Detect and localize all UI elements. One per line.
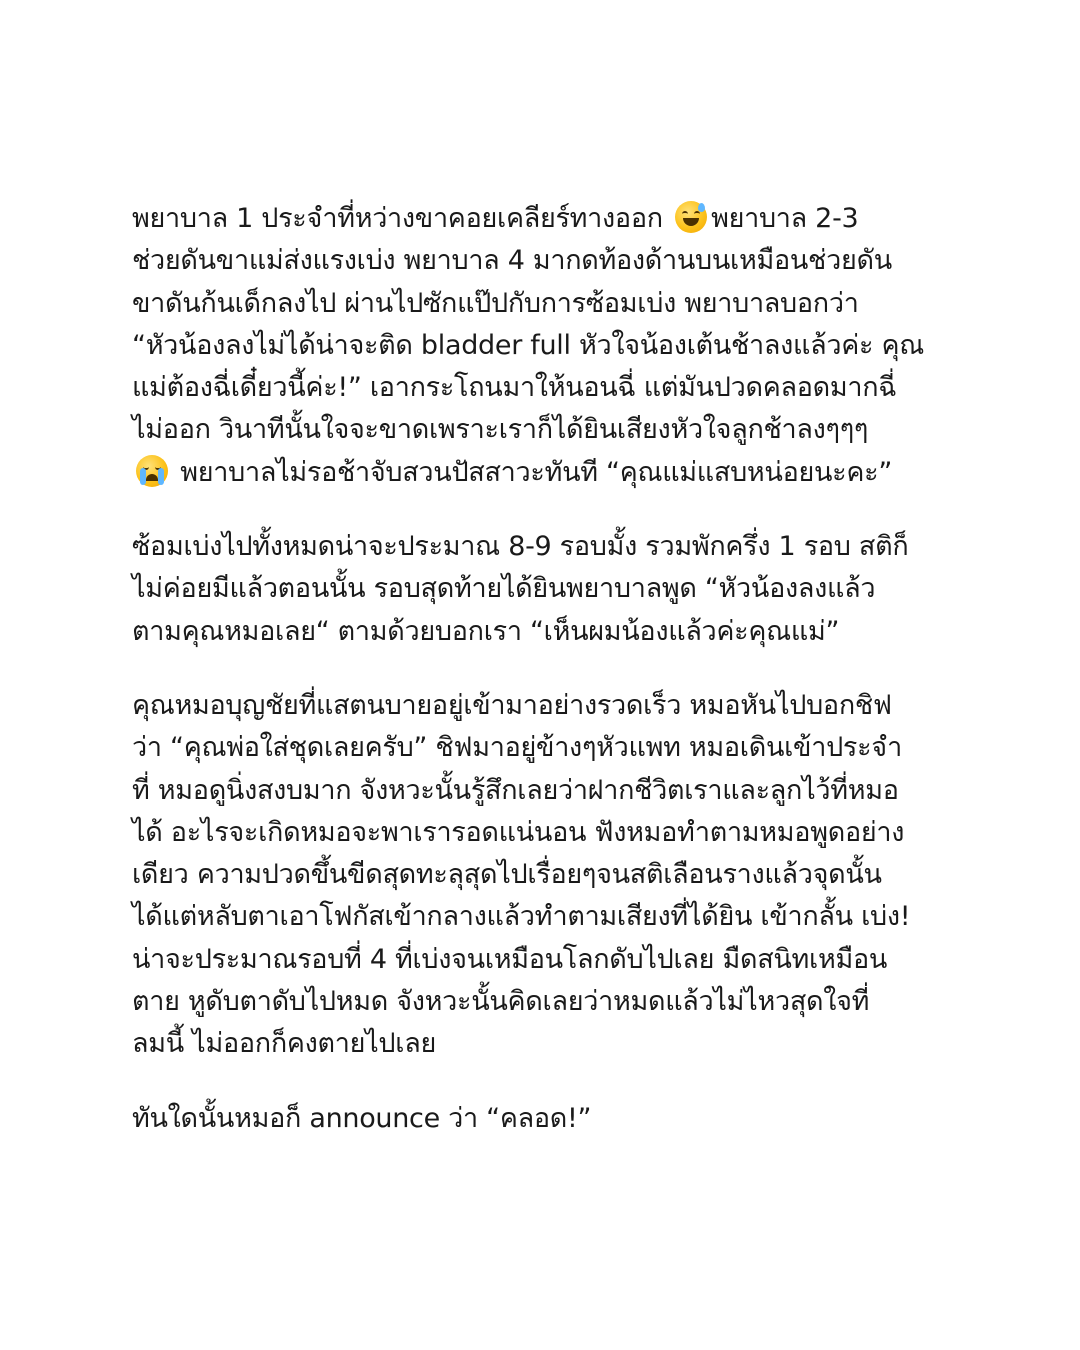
text-line: คุณหมอบุญชัยที่แสตนบายอยู่เข้ามาอย่างรวดเร็ว หมอหันไปบอกชิฟ (132, 689, 892, 721)
text-line: ที่ หมอดูนิ่งสงบมาก จังหวะนั้นรู้สึกเลยว่าฝากชีวิตเราและลูกไว้ที่หมอ (132, 774, 899, 806)
text-line: แม่ต้องฉี่เดี๋ยวนี้ค่ะ!” เอากระโถนมาให้นอนฉี่ แต่มันปวดคลอดมากฉี่ (132, 372, 897, 404)
text-line: ไม่ค่อยมีแล้วตอนนั้น รอบสุดท้ายได้ยินพยาบาลพูด “หัวน้องลงแล้ว (132, 573, 876, 605)
paragraph-3 (132, 685, 962, 1066)
text-line: ขาดันก้นเด็กลงไป ผ่านไปซักแป๊ปกับการซ้อมเบ่ง พยาบาลบอกว่า (132, 287, 859, 319)
paragraph-2 (132, 526, 962, 653)
text-line (132, 452, 962, 494)
text-line: “หัวน้องลงไม่ได้น่าจะติด bladder full หัวใจน้องเต้นช้าลงแล้วค่ะ คุณ (132, 329, 924, 361)
grinning-face-with-sweat-icon (675, 201, 707, 233)
text-line: ซ้อมเบ่งไปทั้งหมดน่าจะประมาณ 8-9 รอบมั้ง รวมพักครึ่ง 1 รอบ สติก็ (132, 531, 909, 563)
story-text (132, 198, 962, 1172)
paragraph-4 (132, 1098, 962, 1140)
text-line: ได้ อะไรจะเกิดหมอจะพาเรารอดแน่นอน ฟังหมอทำตามหมอพูดอย่าง (132, 816, 905, 848)
text-line: น่าจะประมาณรอบที่ 4 ที่เบ่งจนเหมือนโลกดับไปเลย มืดสนิทเหมือน (132, 943, 888, 975)
text-line: ว่า “คุณพ่อใส่ชุดเลยครับ” ชิฟมาอยู่ข้างๆหัวแพท หมอเดินเข้าประจำ (132, 732, 902, 764)
paragraph-1 (132, 198, 962, 494)
text-line: ทันใดนั้นหมอก็ announce ว่า “คลอด!” (132, 1102, 592, 1134)
text-line: ได้แต่หลับตาเอาโฟกัสเข้ากลางแล้วทำตามเสียงที่ได้ยิน เข้ากลั้น เบ่ง! (132, 901, 911, 933)
text-line: ช่วยดันขาแม่ส่งแรงเบ่ง พยาบาล 4 มากดท้องด้านบนเหมือนช่วยดัน (132, 245, 892, 277)
text-segment: พยาบาลไม่รอช้าจับสวนปัสสาวะทันที “คุณแม่แสบหน่อยนะคะ” (172, 456, 893, 488)
text-line (132, 198, 962, 240)
text-line: ไม่ออก วินาทีนั้นใจจะขาดเพราะเราก็ได้ยินเสียงหัวใจลูกช้าลงๆๆๆ (132, 414, 869, 446)
text-line: ลมนี้ ไม่ออกก็คงตายไปเลย (132, 1028, 436, 1060)
text-segment: พยาบาล 2-3 (711, 203, 859, 234)
loudly-crying-face-icon (136, 455, 168, 487)
text-line: ตามคุณหมอเลย“ ตามด้วยบอกเรา “เห็นผมน้องแล้วค่ะคุณแม่” (132, 615, 840, 647)
text-line: เดียว ความปวดขึ้นขีดสุดทะลุสุดไปเรื่อยๆจนสติเลือนรางแล้วจุดนั้น (132, 859, 882, 891)
text-line: ตาย หูดับตาดับไปหมด จังหวะนั้นคิดเลยว่าหมดแล้วไม่ไหวสุดใจที่ (132, 986, 870, 1018)
text-segment: พยาบาล 1 ประจำที่หว่างขาคอยเคลียร์ทางออก (132, 203, 672, 234)
